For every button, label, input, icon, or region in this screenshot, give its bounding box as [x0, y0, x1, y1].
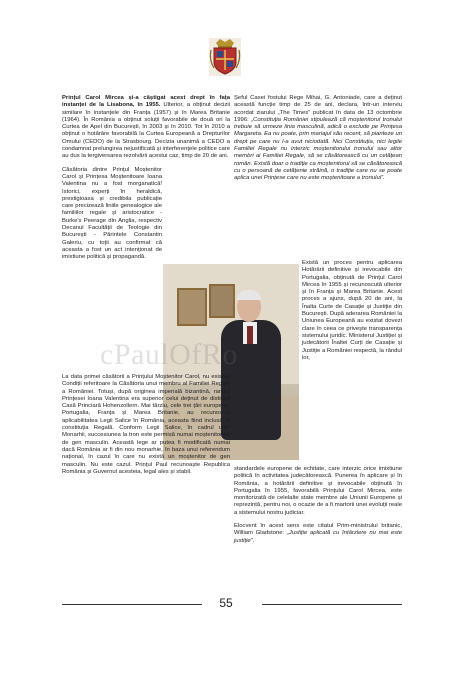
antoniade-paragraph	[234, 95, 402, 183]
right-column-top	[234, 95, 402, 189]
right-column-bottom	[234, 466, 402, 551]
judiciary-paragraph: standardele europene de echitate, care interzic orice imixtiune politică în activitatea judecătorească. Punerea în aplicare și în România, a hotărârii definitive și irevocabile obținută în Portugalia în 1955, favorabilă Prințului Carol Mircea, este monitorizată de celelalte state membre ale Uniunii Europene și reprezintă, pentru noi, o ocazie de a fi martorii unei evoluții reale a sistemului nostru judiciar.	[234, 466, 402, 516]
paragraph-3: La data primei căsătorii a Prințului Moștenitor Carol, nu existau Condiții referitoare la Căsătoria unui membru al Familiei Regale a României. Totuși, după originea imperială bizantină, rangul Prințesei Ioana Valentina era superior celui deținut de distinsa Casă Princiară Hohenzollern. Mai târziu, cele trei țări europene, Portugalia, Franța și Marea Britanie, au recunoscut aplicabilitatea Legii Salice în România, aceasta fiind inclusă în constituția Regală. Conform Legii Salice, în cadrul unei Monarhii, succesiunea la tron este permisă numai moștenitorilor de gen masculin. Această lege ar putea fi modificată numai dacă România ar fi din nou monarhie, în baza unui referendum național, în cazul în care nu există un moștenitor de gen masculin. Nu este cazul. Prințul Paul recunoaște Republica România și Guvernul acesteia, legal ales și stabil.	[62, 374, 230, 475]
antoniade-intro: Șeful Casei fostului Rege Mihai, G. Antoniade, care a deținut această funcție timp de 25 de ani, declara, într-un interviu acordat ziarului „The Times" publicat în data de 13 octombrie 1996:	[234, 95, 402, 123]
watermark: cPaulOfRo	[100, 338, 238, 371]
left-column-lower	[62, 374, 230, 482]
page-number: 55	[219, 596, 233, 610]
paragraph-1	[62, 95, 230, 161]
wall-painting	[177, 288, 207, 326]
paragraph-1-lead: Prințul Carol Mircea și-a câștigat acest drept în fața instanței de la Lisabona, în 1955.	[62, 95, 230, 109]
royal-crest-icon	[207, 36, 243, 78]
paragraph-1-text: Ulterior, a obținut decizii similare în instanțele din Franța (1957) și în Marea Britanie (1964). În România a obținut soluții favorabile de două ori la Curtea de Apel din București, în 2003 și în 2010. Tot în 2010 a obținut o hotărâre favorabilă la Curtea Europeană a Drepturilor Omului (CEDO) de la Strasbourg. Decizia unanimă a CEDO a condamnat prelungirea nejustificată și interferențele politice care au dus la tergiversarea rezolvării acestui caz, timp de 20 de ani.	[62, 102, 231, 160]
gladstone-paragraph	[234, 523, 402, 545]
gladstone-quote: „Justiție aplicată cu întârziere nu mai este justiție".	[234, 530, 402, 544]
left-column	[62, 95, 230, 268]
antoniade-quote: „Constituția României stipulează că moștenitorul tronului trebuie să urmeze linia masculină, adică o exclude pe Prințesa Margareta. Ea nu poate, prin mariajul său recent, să pianteze un drept pe care nu l-a avut niciodată. Nici Constituția, nici legile Familiei Regale nu interzic moștenitorului tronului sau altor membri ai Familiei Regale, să se căsătorească cu un cetățean român. Există doar o tradiție ca moștenitorul să se căsătorească cu o persoană de cetățenie străină, o tradiție care nu se poate aplica unei Prințese care nu este moștenitoare a tronului".	[234, 116, 402, 182]
gladstone-intro: Elocvent în acest sens este citatul Prim-ministrului britanic, William Gladstone:	[234, 523, 402, 537]
wall-painting	[209, 284, 235, 318]
right-column-beside-photo: Există un proces pentru aplicarea Hotărârii definitive și irevocabile din Portugalia, obținută de Prințul Carol Mircea în 1955 și recunoscută ulterior și în Franța și Marea Britanie. Acest proces a ajuns, după 20 de ani, la Înalta Curte de Casație și Justiție din București. După aderarea României la Uniunea Europeană au existat dovezi clare în ceea ce privește transparența sistemului juridic. Ministerul Justiției și judecătorii Înaltei Curți de Casație și Justiție a României respectă, la rândul lor,	[302, 260, 402, 361]
paragraph-2: Căsătoria dintre Prințul Moștenitor Carol și Prințesa Moștenitoare Ioana Valentina nu a fost morganatică! Istorici, experți în heraldică, prestigioasa și credibila publicație care precizează liniile genealogice ale familiilor regale și aristocratice - Burke's Peerage din Anglia, respectiv Decanul Facultății de Teologie din București - Părintele Constantin Galeriu, cu toții au confirmat că aceasta a fost un act intenționat de imixtiune politică și propagandă.	[62, 166, 162, 261]
